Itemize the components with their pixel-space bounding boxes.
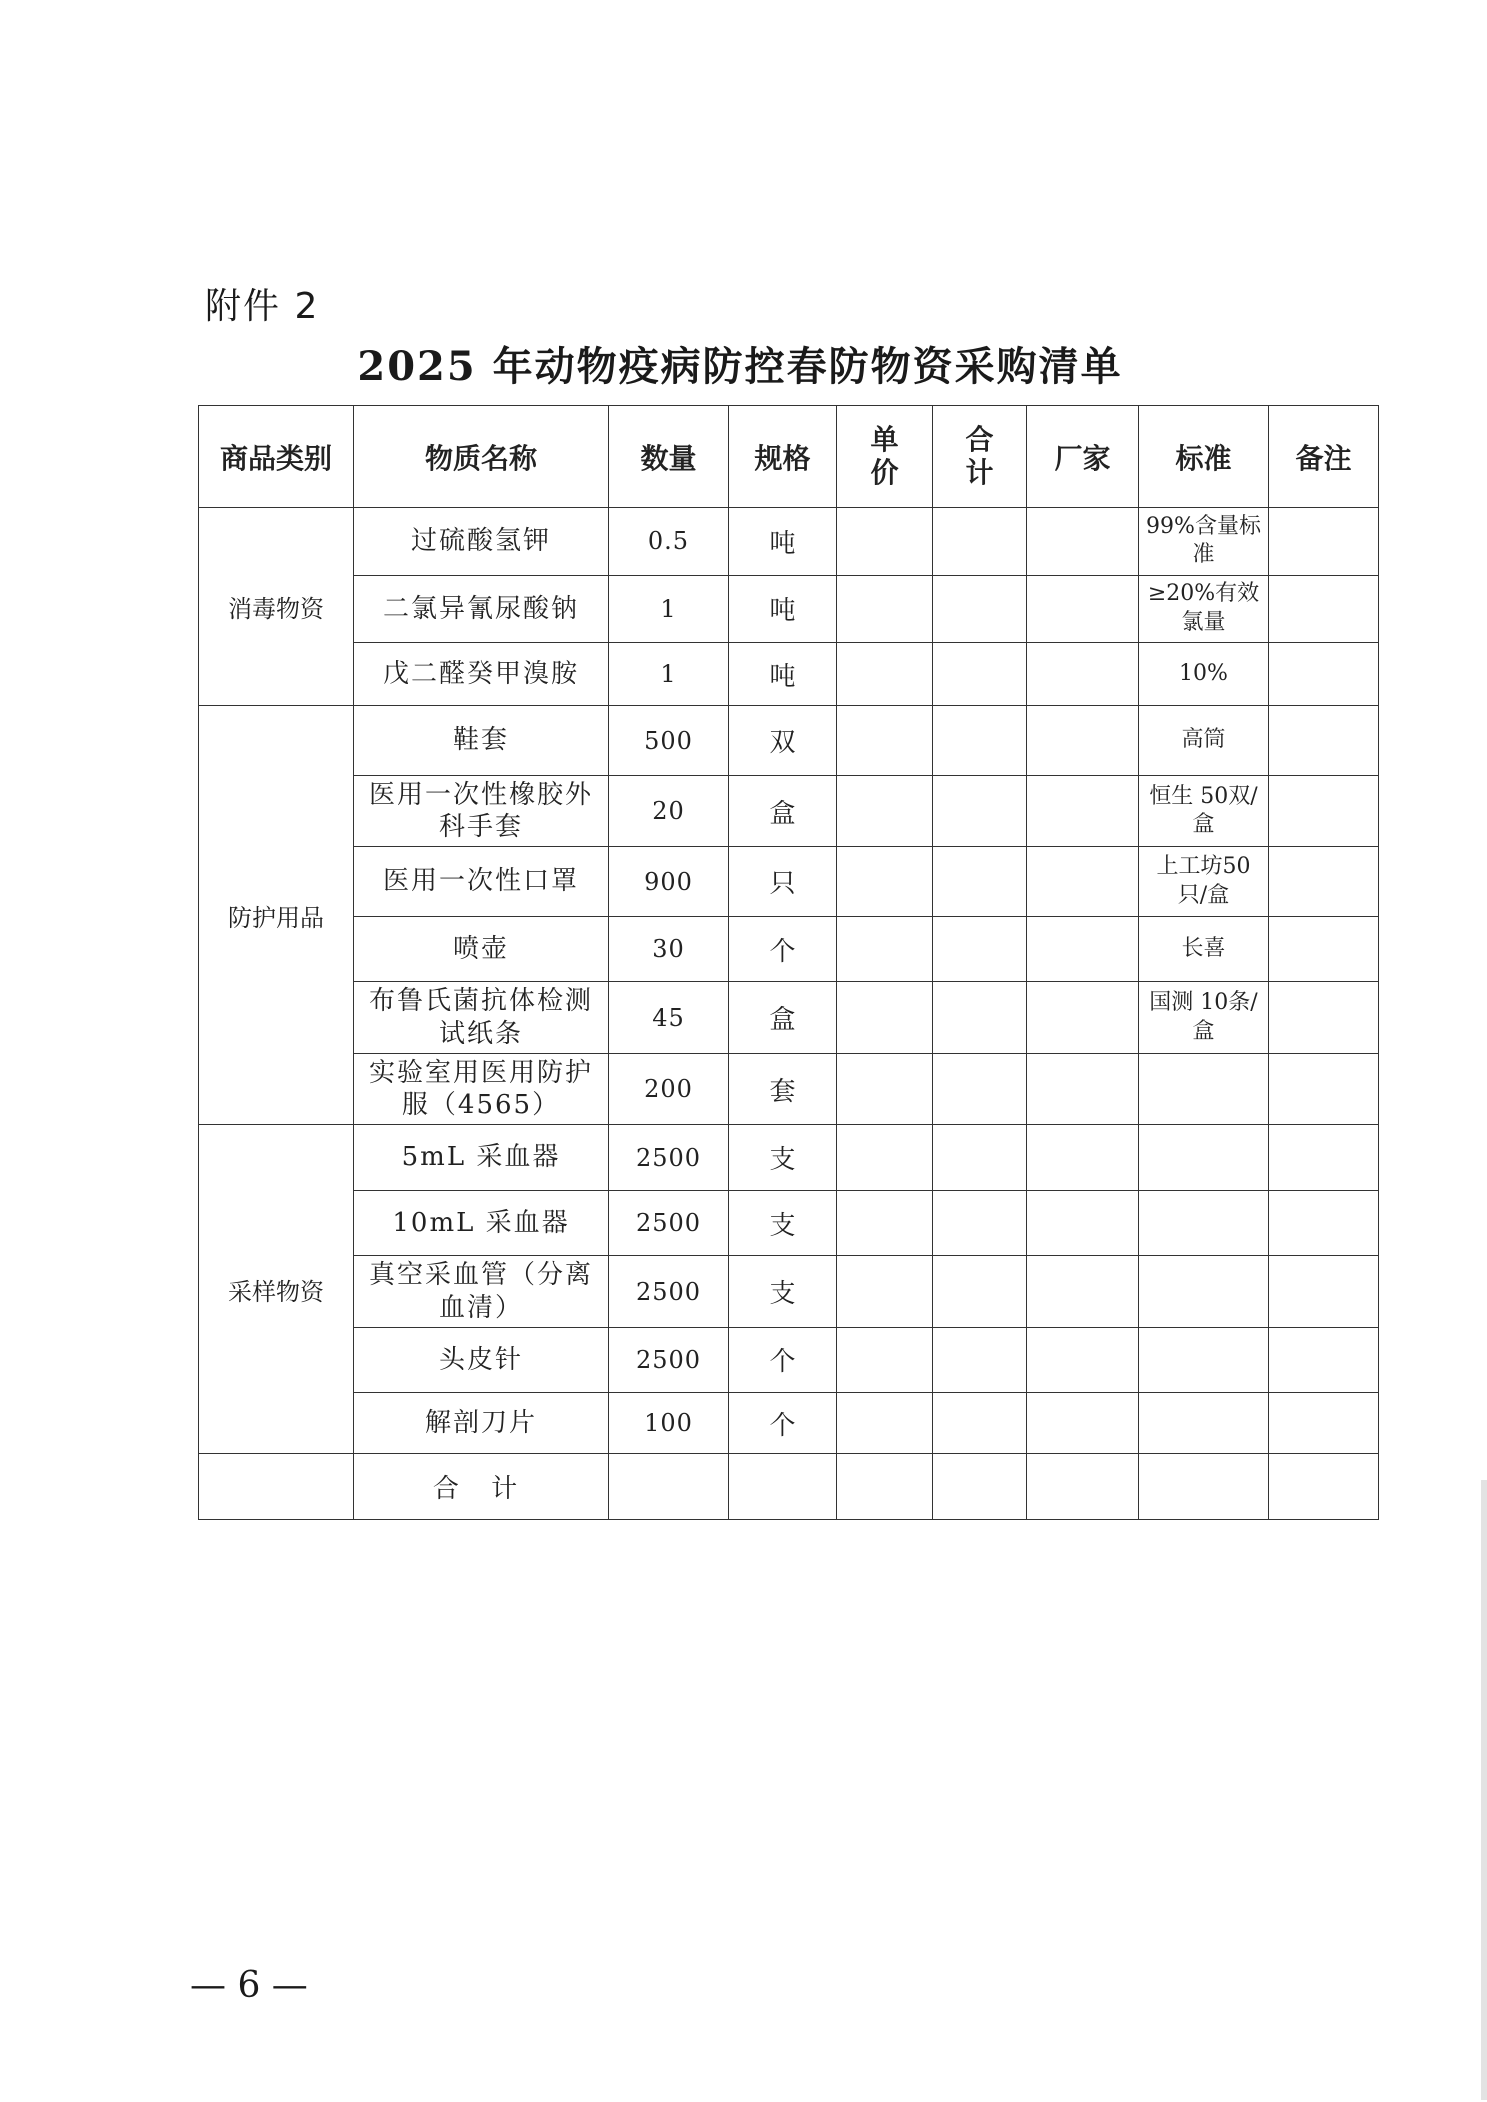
item-manufacturer [1027, 1393, 1139, 1454]
page-number: — 6 — [190, 1965, 308, 2006]
item-name: 真空采血管（分离血清） [354, 1256, 609, 1328]
table-row [199, 1125, 1379, 1190]
item-total [933, 706, 1027, 775]
item-total [933, 643, 1027, 706]
item-remarks [1269, 1256, 1379, 1328]
item-quantity: 2500 [609, 1125, 729, 1190]
item-manufacturer [1027, 916, 1139, 981]
item-standard: 国测 10条/盒 [1139, 982, 1269, 1054]
table-row [199, 1393, 1379, 1454]
item-name: 头皮针 [354, 1327, 609, 1392]
item-standard [1139, 1256, 1269, 1328]
item-total [933, 775, 1027, 847]
item-remarks [1269, 847, 1379, 916]
table-row [199, 575, 1379, 642]
table-row [199, 775, 1379, 847]
item-unit-price [837, 1393, 933, 1454]
item-name: 鞋套 [354, 706, 609, 775]
total-spec [729, 1454, 837, 1520]
item-manufacturer [1027, 1256, 1139, 1328]
total-remarks [1269, 1454, 1379, 1520]
item-quantity: 30 [609, 916, 729, 981]
item-manufacturer [1027, 643, 1139, 706]
item-remarks [1269, 982, 1379, 1054]
item-unit-price [837, 1256, 933, 1328]
item-standard [1139, 1393, 1269, 1454]
item-manufacturer [1027, 706, 1139, 775]
item-remarks [1269, 1190, 1379, 1255]
header-total-2: 计 [965, 455, 994, 489]
item-spec: 个 [729, 1393, 837, 1454]
header-remarks: 备注 [1269, 406, 1379, 508]
item-total [933, 1256, 1027, 1328]
item-remarks [1269, 916, 1379, 981]
table-row [199, 1327, 1379, 1392]
item-unit-price [837, 1125, 933, 1190]
item-unit-price [837, 847, 933, 916]
table-row [199, 508, 1379, 575]
item-standard: 恒生 50双/盒 [1139, 775, 1269, 847]
item-total [933, 1190, 1027, 1255]
total-manufacturer [1027, 1454, 1139, 1520]
item-manufacturer [1027, 1327, 1139, 1392]
category-protect: 防护用品 [199, 706, 354, 1125]
item-quantity: 1 [609, 643, 729, 706]
item-name: 实验室用医用防护服（4565） [354, 1053, 609, 1125]
header-row [199, 406, 1379, 508]
item-total [933, 1393, 1027, 1454]
item-spec: 支 [729, 1190, 837, 1255]
item-standard: 长喜 [1139, 916, 1269, 981]
total-category-cell [199, 1454, 354, 1520]
item-quantity: 2500 [609, 1327, 729, 1392]
item-total [933, 1327, 1027, 1392]
header-unit-price-2: 价 [870, 455, 899, 489]
header-total [933, 406, 1027, 508]
item-manufacturer [1027, 982, 1139, 1054]
total-unit-price [837, 1454, 933, 1520]
item-spec: 支 [729, 1125, 837, 1190]
header-unit-price [837, 406, 933, 508]
item-spec: 支 [729, 1256, 837, 1328]
item-unit-price [837, 643, 933, 706]
item-unit-price [837, 916, 933, 981]
item-name: 10mL 采血器 [354, 1190, 609, 1255]
item-unit-price [837, 775, 933, 847]
item-spec: 套 [729, 1053, 837, 1125]
item-spec: 盒 [729, 775, 837, 847]
item-name: 解剖刀片 [354, 1393, 609, 1454]
item-spec: 盒 [729, 982, 837, 1054]
item-name: 戊二醛癸甲溴胺 [354, 643, 609, 706]
item-manufacturer [1027, 508, 1139, 575]
header-standard: 标准 [1139, 406, 1269, 508]
item-remarks [1269, 1327, 1379, 1392]
table-row [199, 1256, 1379, 1328]
item-quantity: 200 [609, 1053, 729, 1125]
item-unit-price [837, 1190, 933, 1255]
item-spec: 吨 [729, 508, 837, 575]
item-unit-price [837, 1053, 933, 1125]
header-quantity: 数量 [609, 406, 729, 508]
item-name: 5mL 采血器 [354, 1125, 609, 1190]
table-row [199, 643, 1379, 706]
item-manufacturer [1027, 1190, 1139, 1255]
item-unit-price [837, 982, 933, 1054]
item-total [933, 916, 1027, 981]
item-spec: 吨 [729, 575, 837, 642]
attachment-label: 附件 2 [205, 286, 320, 327]
item-total [933, 1053, 1027, 1125]
item-manufacturer [1027, 1125, 1139, 1190]
header-category: 商品类别 [199, 406, 354, 508]
item-standard [1139, 1327, 1269, 1392]
item-quantity: 1 [609, 575, 729, 642]
item-remarks [1269, 1393, 1379, 1454]
item-standard: 99%含量标准 [1139, 508, 1269, 575]
item-remarks [1269, 575, 1379, 642]
item-spec: 个 [729, 916, 837, 981]
item-spec: 吨 [729, 643, 837, 706]
item-standard: 高筒 [1139, 706, 1269, 775]
item-standard [1139, 1190, 1269, 1255]
total-standard [1139, 1454, 1269, 1520]
header-manufacturer: 厂家 [1027, 406, 1139, 508]
item-remarks [1269, 508, 1379, 575]
item-unit-price [837, 706, 933, 775]
item-total [933, 847, 1027, 916]
item-unit-price [837, 575, 933, 642]
table-row [199, 847, 1379, 916]
item-remarks [1269, 643, 1379, 706]
total-label: 合 计 [354, 1454, 609, 1520]
item-name: 过硫酸氢钾 [354, 508, 609, 575]
table-row [199, 982, 1379, 1054]
item-spec: 个 [729, 1327, 837, 1392]
item-standard: 10% [1139, 643, 1269, 706]
item-quantity: 45 [609, 982, 729, 1054]
document-title: 2025 年动物疫病防控春防物资采购清单 [357, 343, 1123, 390]
item-manufacturer [1027, 1053, 1139, 1125]
total-sum [933, 1454, 1027, 1520]
item-standard [1139, 1125, 1269, 1190]
item-quantity: 500 [609, 706, 729, 775]
category-disinfect: 消毒物资 [199, 508, 354, 706]
item-manufacturer [1027, 575, 1139, 642]
item-remarks [1269, 1125, 1379, 1190]
item-manufacturer [1027, 775, 1139, 847]
item-total [933, 575, 1027, 642]
header-name: 物质名称 [354, 406, 609, 508]
item-manufacturer [1027, 847, 1139, 916]
table-row [199, 706, 1379, 775]
scan-edge-shadow [1481, 1480, 1487, 2100]
item-quantity: 100 [609, 1393, 729, 1454]
item-unit-price [837, 1327, 933, 1392]
item-name: 二氯异氰尿酸钠 [354, 575, 609, 642]
item-name: 医用一次性口罩 [354, 847, 609, 916]
item-remarks [1269, 775, 1379, 847]
item-name: 喷壶 [354, 916, 609, 981]
item-quantity: 2500 [609, 1190, 729, 1255]
item-standard [1139, 1053, 1269, 1125]
item-name: 布鲁氏菌抗体检测试纸条 [354, 982, 609, 1054]
item-remarks [1269, 1053, 1379, 1125]
item-total [933, 982, 1027, 1054]
total-quantity [609, 1454, 729, 1520]
category-sampling: 采样物资 [199, 1125, 354, 1454]
item-total [933, 508, 1027, 575]
item-quantity: 20 [609, 775, 729, 847]
table-row [199, 1053, 1379, 1125]
procurement-table [198, 405, 1379, 1520]
item-standard: 上工坊50只/盒 [1139, 847, 1269, 916]
item-name: 医用一次性橡胶外科手套 [354, 775, 609, 847]
item-spec: 只 [729, 847, 837, 916]
item-total [933, 1125, 1027, 1190]
item-remarks [1269, 706, 1379, 775]
item-spec: 双 [729, 706, 837, 775]
header-unit-price-1: 单 [870, 423, 899, 457]
table-row [199, 916, 1379, 981]
header-spec: 规格 [729, 406, 837, 508]
item-quantity: 0.5 [609, 508, 729, 575]
total-row [199, 1454, 1379, 1520]
header-total-1: 合 [965, 423, 994, 457]
item-quantity: 2500 [609, 1256, 729, 1328]
item-standard: ≥20%有效氯量 [1139, 575, 1269, 642]
item-quantity: 900 [609, 847, 729, 916]
table-row [199, 1190, 1379, 1255]
item-unit-price [837, 508, 933, 575]
